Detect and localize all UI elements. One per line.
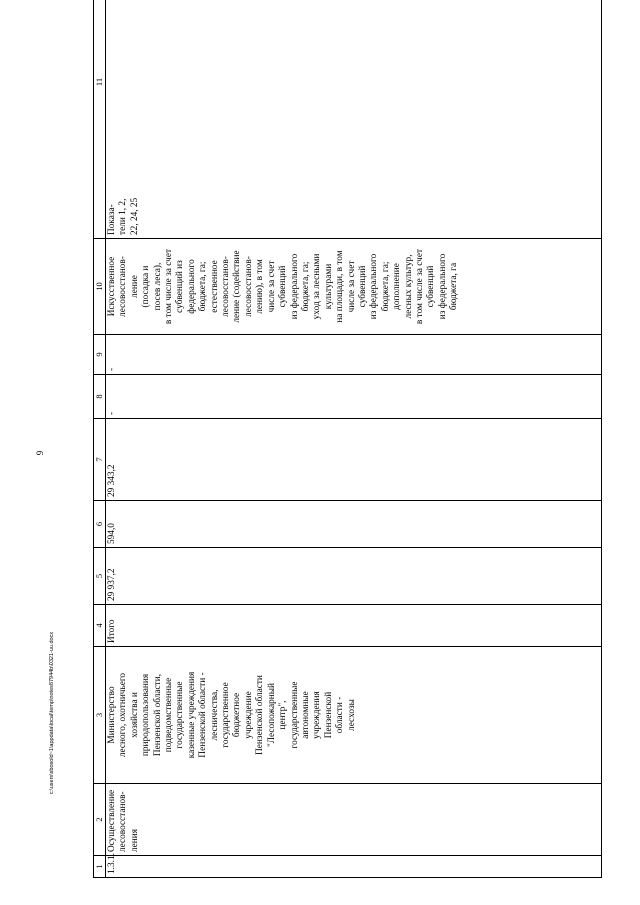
activity-name-cell: Осуществление лесовосстанов- ления	[106, 784, 602, 856]
amount-col6-cell: 594,0	[106, 501, 602, 548]
funding-source-cell: Итого	[106, 605, 602, 647]
column-number-row	[94, 0, 106, 878]
page-number: 9	[35, 450, 45, 456]
total-amount-cell: 29 937,2	[106, 548, 602, 605]
header-cell-2: 2	[94, 784, 106, 856]
rotated-table-container	[93, 26, 601, 878]
indicators-cell: Показа- тели 1, 2, 22, 24, 25	[106, 0, 602, 239]
responsible-executor-cell: Министерство лесного, охотничьего хозяйства и природопользования Пензенской области, подведомственные государственные казенные учреждения Пензенской области - лесничества, государственное бюджетное учреждение Пензенской области "Лесопожарный центр", государственные автономные учреждения Пензенской области - лесхозы	[106, 647, 602, 784]
header-cell-8: 8	[94, 375, 106, 419]
program-table	[93, 0, 602, 878]
table-row	[106, 0, 602, 878]
header-cell-1: 1	[94, 856, 106, 878]
header-cell-4: 4	[94, 605, 106, 647]
amount-col9-cell: -	[106, 335, 602, 375]
header-cell-9: 9	[94, 335, 106, 375]
header-cell-10: 10	[94, 239, 106, 335]
header-cell-5: 5	[94, 548, 106, 605]
result-description-cell: Искусственное лесовосстанов- ление (посадка и посев леса), в том числе за счет субвенций из федерального бюджета, га; естественное лесовосстанов- ление (содействие лесовосстанов- лению), в том числе за счет субвенций из федерального бюджета, га; уход за лесными культурами на площади, в том числе за счет субвенций из федерального бюджета, га; дополнение лесных культур, в том числе за счет субвенций из федерального бюджета, га	[106, 239, 602, 335]
amount-col8-cell: -	[106, 375, 602, 419]
footer-file-path: c:\users\sbosold~1\appdata\local\temp\notes87944b\0321-uu.docx	[49, 631, 55, 795]
header-cell-7: 7	[94, 419, 106, 501]
amount-col7-cell: 29 343,2	[106, 419, 602, 501]
item-number-cell: 1.3.1.	[106, 856, 602, 878]
header-cell-11: 11	[94, 0, 106, 239]
header-cell-6: 6	[94, 501, 106, 548]
header-cell-3: 3	[94, 647, 106, 784]
